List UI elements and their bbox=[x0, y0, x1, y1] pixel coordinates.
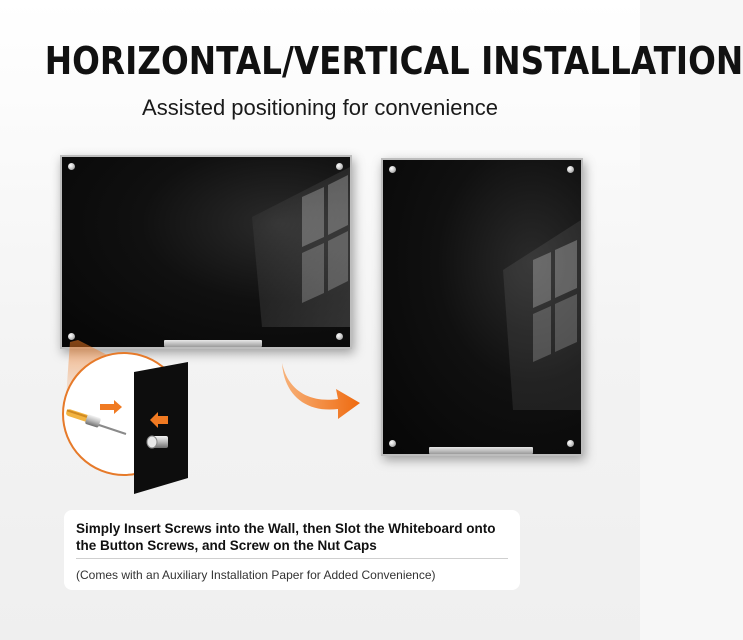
curved-arrow-icon bbox=[276, 355, 366, 425]
divider bbox=[76, 558, 508, 559]
vertical-glass-board bbox=[381, 158, 583, 456]
screw-assembly-illustration bbox=[64, 354, 188, 478]
horizontal-glass-board bbox=[60, 155, 352, 349]
instruction-text: Simply Insert Screws into the Wall, then Slot the Whiteboard onto the Button Screws, and Screw on the Nut Caps bbox=[76, 521, 496, 553]
screw-cap-top-left bbox=[389, 166, 396, 173]
instruction-note: (Comes with an Auxiliary Installation Paper for Added Convenience) bbox=[76, 568, 436, 582]
screw-icon bbox=[85, 414, 126, 434]
installation-instructions-box bbox=[64, 510, 520, 590]
screw-cap-bottom-left bbox=[68, 333, 75, 340]
screw-cap-top-left bbox=[68, 163, 75, 170]
page-title: HORIZONTAL/VERTICAL INSTALLATION bbox=[44, 39, 743, 83]
marker-tray bbox=[429, 447, 533, 454]
screw-cap-bottom-right bbox=[336, 333, 343, 340]
window-reflection bbox=[383, 160, 581, 454]
installation-detail-callout bbox=[62, 352, 186, 476]
window-reflection bbox=[62, 157, 350, 347]
screw-cap-bottom-right bbox=[567, 440, 574, 447]
page-subtitle: Assisted positioning for convenience bbox=[142, 95, 498, 120]
screw-cap-top-right bbox=[567, 166, 574, 173]
screw-cap-bottom-left bbox=[389, 440, 396, 447]
standoff-icon bbox=[147, 436, 168, 448]
marker-tray bbox=[164, 340, 262, 347]
screw-cap-top-right bbox=[336, 163, 343, 170]
